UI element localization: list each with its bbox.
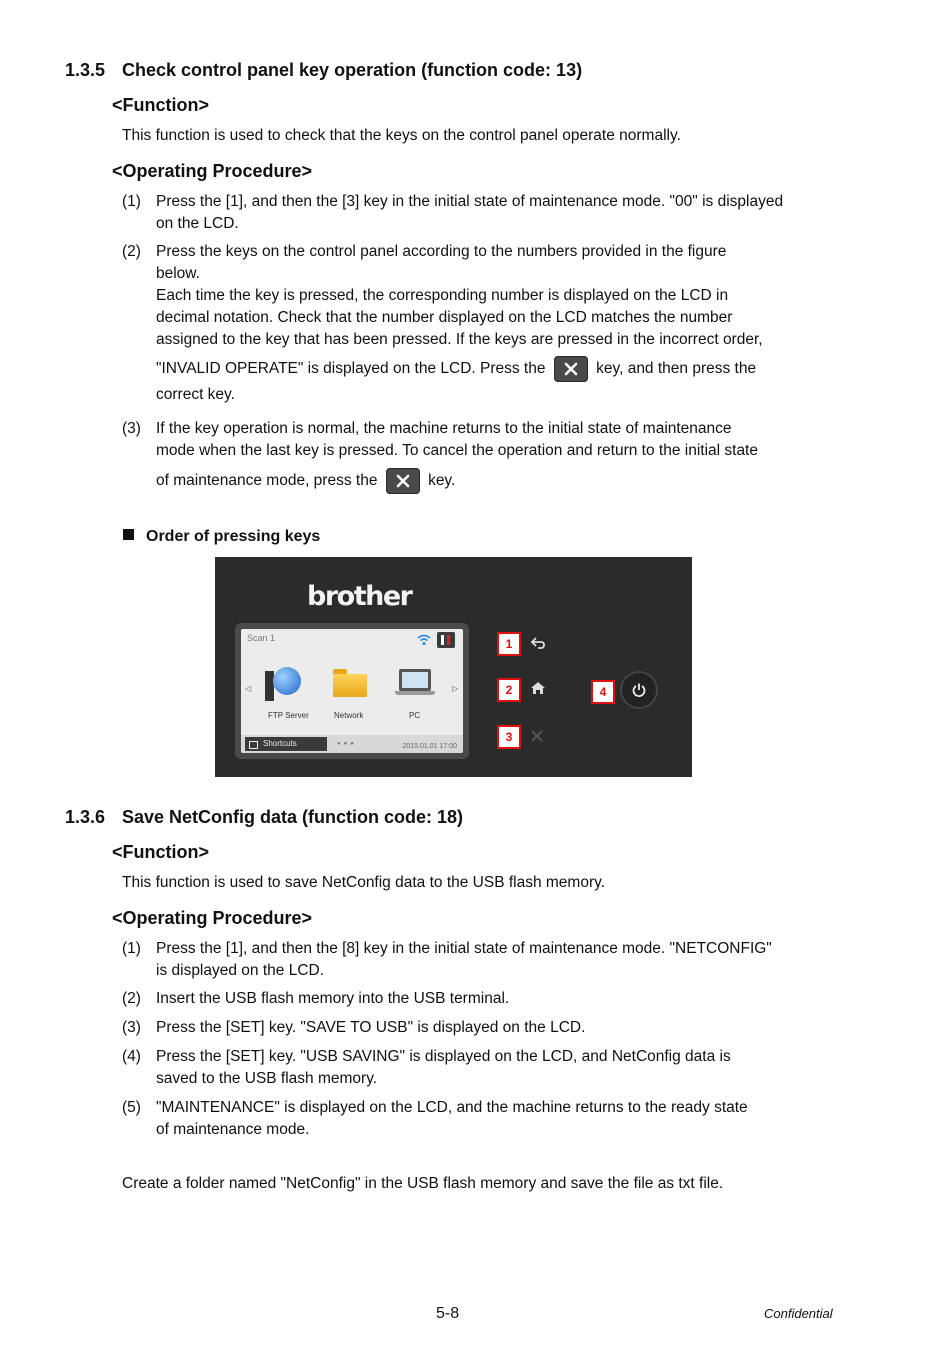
toner-icon xyxy=(437,632,455,648)
procedure-heading: <Operating Procedure> xyxy=(112,161,313,181)
section-title: Check control panel key operation (function code: 13) xyxy=(122,60,583,80)
scroll-left-icon: ◁ xyxy=(245,684,252,693)
step-line: is displayed on the LCD. xyxy=(156,962,325,979)
step-number: (4) xyxy=(122,1048,141,1065)
key-number-badge: 1 xyxy=(497,632,521,656)
home-icon xyxy=(530,681,546,695)
step-text: of maintenance mode, press the xyxy=(156,472,378,490)
function-text: This function is used to save NetConfig data to the USB flash memory. xyxy=(122,874,606,891)
section-number: 1.3.5 xyxy=(65,60,106,80)
lcd-screen xyxy=(235,623,469,759)
network-folder-icon xyxy=(333,669,367,697)
step-line: Press the [1], and then the [8] key in the initial state of maintenance mode. "NETCONFIG" xyxy=(156,940,772,957)
section-heading-1-3-5 xyxy=(65,60,582,81)
step-text: "INVALID OPERATE" is displayed on the LCD. Press the xyxy=(156,360,546,378)
step-text: key, and then press the xyxy=(596,360,757,378)
page-dots-icon: ●●● xyxy=(337,741,357,747)
procedure-step xyxy=(122,938,832,982)
lcd-bottom-bar xyxy=(241,735,463,753)
procedure-step xyxy=(122,988,832,1010)
step-line: Insert the USB flash memory into the USB terminal. xyxy=(156,990,510,1007)
lcd-item-label: FTP Server xyxy=(268,711,309,720)
step-line: saved to the USB flash memory. xyxy=(156,1070,378,1087)
step-line: decimal notation. Check that the number displayed on the LCD matches the number xyxy=(156,309,733,326)
lcd-item-label: PC xyxy=(409,711,421,720)
step-number: (1) xyxy=(122,940,141,957)
function-heading: <Function> xyxy=(112,842,210,862)
step-line: "MAINTENANCE" is displayed on the LCD, and the machine returns to the ready state xyxy=(156,1099,748,1116)
procedure-step xyxy=(122,191,832,235)
section-number: 1.3.6 xyxy=(65,807,106,827)
power-icon xyxy=(622,673,656,707)
shortcuts-tab: Shortcuts xyxy=(245,737,327,751)
confidential-label: Confidential xyxy=(764,1306,833,1321)
step-line: of maintenance mode. xyxy=(156,1121,310,1138)
step-line xyxy=(156,468,832,494)
step-number: (1) xyxy=(122,193,141,210)
step-line: Press the [SET] key. "SAVE TO USB" is displayed on the LCD. xyxy=(156,1019,586,1036)
procedure-step xyxy=(122,1017,832,1039)
lcd-item-label: Network xyxy=(334,711,364,720)
section-title: Save NetConfig data (function code: 18) xyxy=(122,807,464,827)
page-number: 5-8 xyxy=(436,1305,460,1322)
step-number: (3) xyxy=(122,420,141,437)
square-bullet-icon xyxy=(123,529,134,540)
procedure-step xyxy=(122,1046,832,1090)
back-icon xyxy=(530,636,546,650)
step-line xyxy=(156,356,832,382)
step-line: correct key. xyxy=(156,386,235,404)
key-number-badge: 3 xyxy=(497,725,521,749)
bullet-text: Order of pressing keys xyxy=(146,528,321,545)
key-number-badge: 2 xyxy=(497,678,521,702)
note-text: Create a folder named "NetConfig" in the USB flash memory and save the file as txt file. xyxy=(122,1175,724,1192)
function-heading: <Function> xyxy=(112,95,210,115)
function-text: This function is used to check that the keys on the control panel operate normally. xyxy=(122,127,681,144)
step-line: If the key operation is normal, the machine returns to the initial state of maintenance xyxy=(156,420,732,437)
cancel-key-icon xyxy=(386,468,420,494)
step-line: Each time the key is pressed, the corresponding number is displayed on the LCD in xyxy=(156,287,729,304)
procedure-step xyxy=(122,418,832,494)
section-heading-1-3-6 xyxy=(65,807,463,828)
lcd-display xyxy=(241,629,463,753)
step-line: Press the [1], and then the [3] key in the initial state of maintenance mode. "00" is displayed xyxy=(156,193,784,210)
lcd-title: Scan 1 xyxy=(247,633,276,643)
step-line: Press the keys on the control panel according to the numbers provided in the figure xyxy=(156,243,727,260)
procedure-heading: <Operating Procedure> xyxy=(112,908,313,928)
scroll-right-icon: ▷ xyxy=(452,684,459,693)
control-panel-figure xyxy=(215,557,692,777)
step-text: key. xyxy=(428,472,456,490)
shortcuts-icon xyxy=(249,741,258,749)
step-line: mode when the last key is pressed. To cancel the operation and return to the initial state xyxy=(156,442,758,459)
step-number: (2) xyxy=(122,243,141,260)
procedure-step xyxy=(122,241,832,406)
cancel-key-icon xyxy=(554,356,588,382)
step-number: (2) xyxy=(122,990,141,1007)
step-number: (5) xyxy=(122,1099,141,1116)
bullet-heading xyxy=(123,528,320,546)
procedure-step xyxy=(122,1097,832,1141)
cancel-icon xyxy=(530,729,544,743)
key-number-badge: 4 xyxy=(591,680,615,704)
wifi-icon xyxy=(417,634,431,646)
step-number: (3) xyxy=(122,1019,141,1036)
step-line: Press the [SET] key. "USB SAVING" is displayed on the LCD, and NetConfig data is xyxy=(156,1048,731,1065)
step-line: assigned to the key that has been pressed. If the keys are pressed in the incorrect order, xyxy=(156,331,763,348)
step-line: below. xyxy=(156,265,200,282)
lcd-datetime: 2015.01.01 17:00 xyxy=(402,743,457,750)
step-line: on the LCD. xyxy=(156,215,239,232)
brand-logo: brother xyxy=(307,581,412,612)
